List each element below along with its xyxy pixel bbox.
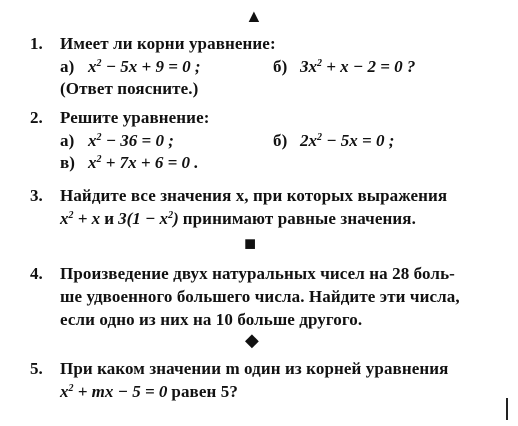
problem-1b-label: б) [273, 57, 288, 76]
problem-2b-label: б) [273, 131, 288, 150]
problem-3-line-2: $x^2 + x$ и $3(1 - x^2)$ принимают равные значения. [60, 209, 416, 228]
problem-1a-equation: $x^2 - 5x + 9 = 0$ ; [88, 57, 201, 76]
problem-4-line-3: если одно из них на 10 больше другого. [60, 310, 363, 329]
problem-4-line-2: ше удвоенного большего числа. Найдите эти числа, [60, 287, 460, 306]
problem-3-number: 3. [30, 186, 43, 205]
problem-2a-label: а) [60, 131, 75, 150]
problem-2c-equation: $x^2 + 7x + 6 = 0$ . [88, 153, 199, 172]
problem-4-line-1: Произведение двух натуральных чисел на 28 боль- [60, 264, 455, 283]
problem-2c-label: в) [60, 153, 76, 172]
problem-1-number: 1. [30, 34, 43, 53]
problem-2a-equation: $x^2 - 36 = 0$ ; [88, 131, 174, 150]
problem-2-number: 2. [30, 108, 43, 127]
problem-1-note: (Ответ поясните.) [60, 79, 199, 98]
problem-1b-equation: $3x^2 + x - 2 = 0$ ? [300, 57, 416, 76]
problem-5-line-1: При каком значении m один из корней уравнения [60, 359, 449, 378]
edge-mark-divider [506, 398, 508, 420]
triangle-marker-icon: ▲ [245, 6, 263, 26]
problem-4-number: 4. [30, 264, 43, 283]
problem-1-text: Имеет ли корни уравнение: [60, 34, 276, 53]
diamond-marker-icon: ◆ [245, 330, 259, 350]
problem-2-text: Решите уравнение: [60, 108, 210, 127]
problem-2b-equation: $2x^2 - 5x = 0$ ; [300, 131, 395, 150]
square-marker-icon: ■ [244, 233, 257, 255]
problem-5-number: 5. [30, 359, 43, 378]
problem-3-line-1: Найдите все значения x, при которых выражения [60, 186, 448, 205]
problem-5-line-2: $x^2$ + mx − 5 = 0 равен 5? [60, 382, 238, 401]
problem-1a-label: а) [60, 57, 75, 76]
